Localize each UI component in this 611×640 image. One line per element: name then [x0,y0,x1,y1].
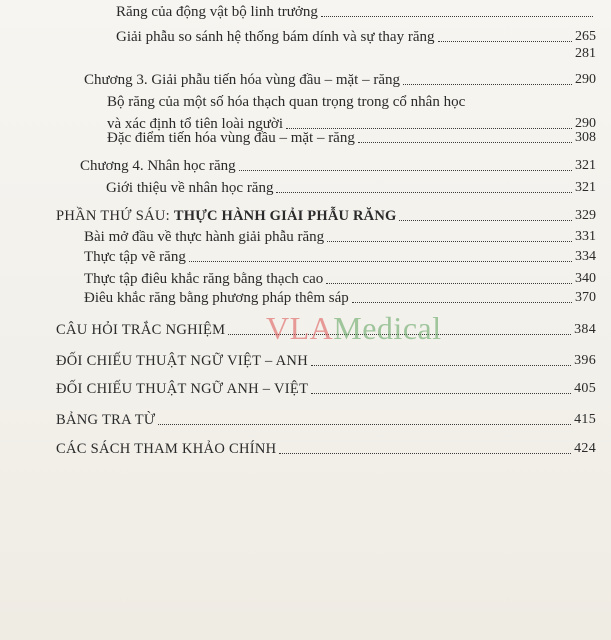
toc-entry-page: 281 [575,46,596,61]
leader-dots [239,169,572,171]
leader-dots [276,191,572,193]
toc-entry-page: 370 [575,290,596,305]
leader-dots [311,364,571,366]
toc-entry-page: 265 [575,29,596,44]
leader-dots [321,15,593,17]
leader-dots [399,219,572,221]
toc-section [56,352,596,370]
watermark-part2: Medical [333,310,442,346]
leader-dots [311,392,571,394]
toc-entry-label: Răng của động vật bộ linh trưởng [116,4,318,20]
toc-entry-label: Chương 3. Giải phẫu tiến hóa vùng đầu – mặt – răng [84,72,401,88]
toc-entry [106,179,596,197]
toc-entry [84,289,596,307]
watermark-part1: VLA [266,310,334,346]
toc-section-label: CÂU HỎI TRẮC NGHIỆM [56,322,226,338]
watermark-logo [266,310,442,347]
toc-entry-page: 321 [575,180,596,195]
toc-entry-label: Thực tập vẽ răng [84,249,186,265]
toc-entry-page: 321 [575,158,596,173]
toc-entry [107,129,596,147]
part-heading [56,207,596,225]
toc-entry-label: Đặc điểm tiến hóa vùng đầu – mặt – răng [107,130,355,146]
toc-entry-page: 405 [574,381,596,396]
leader-dots [468,106,593,107]
leader-dots [279,452,571,454]
toc-entry-label: Giải phẫu so sánh hệ thống bám dính và sự thay răng [116,29,435,45]
toc-entry-page: 334 [575,249,596,264]
toc-entry-label: Bài mở đầu về thực hành giải phẫu răng [84,229,325,245]
toc-entry-label: Giới thiệu về nhân học răng [106,180,274,196]
leader-dots [403,83,572,85]
toc-entry [80,157,596,175]
toc-entry-label: Chương 4. Nhân học răng [80,158,236,174]
toc-entry [84,248,596,266]
toc-section-label: CÁC SÁCH THAM KHẢO CHÍNH [56,441,277,457]
toc-entry-page: 340 [575,271,596,286]
toc-entry [116,45,596,63]
leader-dots [158,423,571,425]
toc-section [56,440,596,458]
toc-entry-label: Thực tập điêu khắc răng bằng thạch cao [84,271,324,287]
toc-entry-page: 329 [575,208,596,223]
toc-section-label: ĐỐI CHIẾU THUẬT NGỮ ANH – VIỆT [56,381,309,397]
toc-section-label: BẢNG TRA TỪ [56,412,156,428]
part-heading-label [56,207,396,225]
toc-entry-page: 396 [574,353,596,368]
leader-dots [326,282,572,284]
leader-dots [189,260,572,262]
toc-section-label: ĐỐI CHIẾU THUẬT NGỮ VIỆT – ANH [56,353,308,369]
toc-entry-page: 415 [574,412,596,427]
toc-entry-page: 424 [574,441,596,456]
toc-entry-page: 290 [575,72,596,87]
leader-dots [352,301,572,303]
toc-entry-page: 290 [575,116,596,131]
toc-section [56,380,596,398]
leader-dots [327,240,572,242]
toc-entry-label: Bộ răng của một số hóa thạch quan trọng trong cổ nhân học [107,94,466,110]
part-title: THỰC HÀNH GIẢI PHẪU RĂNG [173,208,397,224]
leader-dots [438,40,573,42]
toc-entry [116,28,596,46]
toc-entry [107,93,596,111]
toc-entry-page: 308 [575,130,596,145]
leader-dots [119,58,572,59]
toc-entry [116,3,596,21]
toc-section [56,411,596,429]
toc-entry [84,270,596,288]
toc-entry-page: 331 [575,229,596,244]
part-prefix: PHẦN THỨ SÁU: [56,208,174,224]
toc-entry-label: và xác định tổ tiên loài người [107,116,284,132]
toc-entry [84,228,596,246]
toc-entry-page: 384 [574,322,596,337]
leader-dots [358,141,572,143]
toc-entry-label: Điêu khắc răng bằng phương pháp thêm sáp [84,290,349,306]
toc-entry [84,71,596,89]
